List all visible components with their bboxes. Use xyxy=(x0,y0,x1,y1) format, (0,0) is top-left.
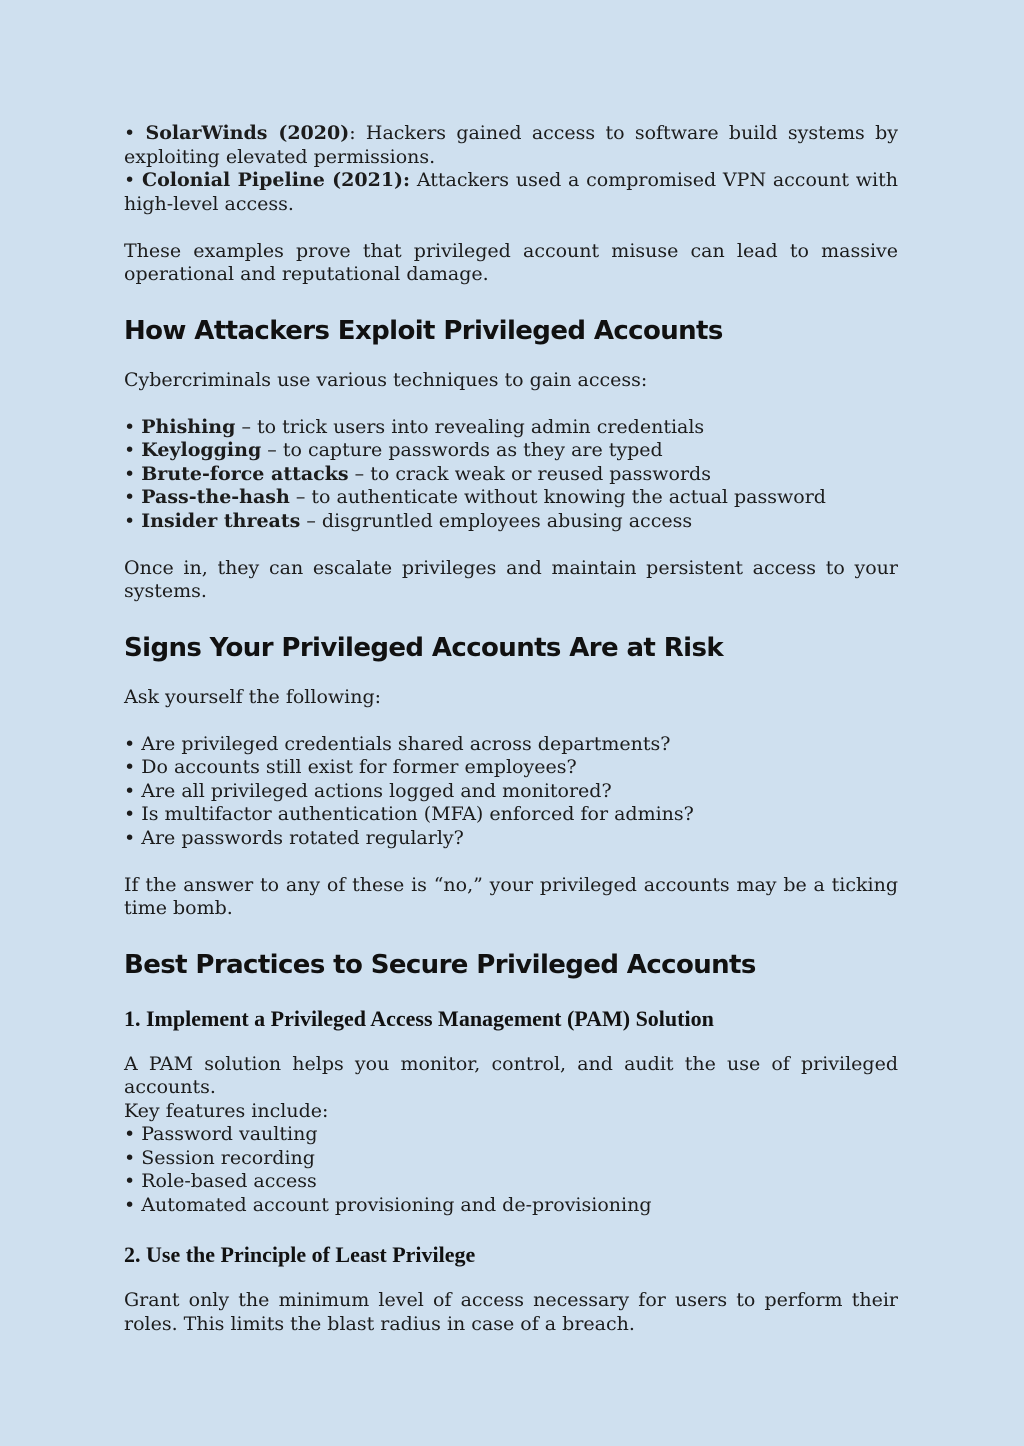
section1-closing: Once in, they can escalate privileges and maintain persistent access to your systems. xyxy=(124,556,898,602)
least-privilege-description: Grant only the minimum level of access necessary for users to perform their roles. This limits the blast radius in case of a breach. xyxy=(124,1289,898,1335)
bullet-text: Attackers used a compromised VPN account with high-level access. xyxy=(124,169,898,215)
item-bold-term: Phishing xyxy=(141,415,236,438)
list-item: • Keylogging – to capture passwords as they are typed xyxy=(124,439,663,461)
item-text: – to authenticate without knowing the actual password xyxy=(289,486,826,508)
section-heading-risk: Signs Your Privileged Accounts Are at Risk xyxy=(124,632,724,663)
risk-questions-list xyxy=(124,733,898,851)
attack-techniques-list xyxy=(124,416,898,534)
list-item: • Are privileged credentials shared across departments? xyxy=(124,732,671,755)
bullet-glyph: • xyxy=(124,169,136,191)
item-text: – to trick users into revealing admin credentials xyxy=(235,415,705,438)
section1-lead: Cybercriminals use various techniques to gain access: xyxy=(124,368,648,391)
bullet-bold-term: SolarWinds (2020) xyxy=(145,122,350,144)
pam-description: A PAM solution helps you monitor, control, and audit the use of privileged accounts. xyxy=(124,1052,898,1098)
list-item: • Are all privileged actions logged and monitored? xyxy=(124,779,612,802)
item-text: Do accounts still exist for former employees? xyxy=(141,756,577,778)
item-text: Password vaulting xyxy=(141,1123,318,1145)
intro-bullet-colonial xyxy=(124,169,898,216)
list-item: • Automated account provisioning and de-provisioning xyxy=(124,1193,652,1216)
pam-features-intro: Key features include: xyxy=(124,1099,329,1122)
item-text: Is multifactor authentication (MFA) enforced for admins? xyxy=(141,803,694,825)
section2-closing: If the answer to any of these is “no,” your privileged accounts may be a ticking time bomb. xyxy=(124,873,898,919)
document-page xyxy=(124,122,898,1336)
section-heading-attackers: How Attackers Exploit Privileged Accounts xyxy=(124,315,723,346)
subheading-least-privilege: 2. Use the Principle of Least Privilege xyxy=(124,1242,476,1267)
item-text: – to capture passwords as they are typed xyxy=(261,439,663,461)
subheading-pam: 1. Implement a Privileged Access Management (PAM) Solution xyxy=(124,1005,714,1031)
list-item: • Do accounts still exist for former employees? xyxy=(124,756,577,778)
list-item: • Insider threats – disgruntled employees abusing access xyxy=(124,509,693,532)
item-text: Role-based access xyxy=(141,1170,317,1192)
section2-lead: Ask yourself the following: xyxy=(124,685,382,708)
intro-conclusion: These examples prove that privileged account misuse can lead to massive operational and reputational damage. xyxy=(124,239,898,285)
pam-features-list xyxy=(124,1123,898,1217)
item-text: Session recording xyxy=(141,1146,315,1169)
list-item: • Are passwords rotated regularly? xyxy=(124,826,464,849)
item-bold-term: Brute-force attacks xyxy=(141,462,349,485)
list-item: • Brute-force attacks – to crack weak or reused passwords xyxy=(124,462,711,485)
item-text: – to crack weak or reused passwords xyxy=(348,462,711,485)
list-item: • Role-based access xyxy=(124,1170,317,1192)
bullet-glyph: • xyxy=(124,122,136,144)
list-item: • Phishing – to trick users into revealing admin credentials xyxy=(124,415,705,438)
item-bold-term: Insider threats xyxy=(141,509,301,532)
list-item: • Is multifactor authentication (MFA) enforced for admins? xyxy=(124,803,694,825)
item-text: Are all privileged actions logged and monitored? xyxy=(141,779,612,802)
item-text: – disgruntled employees abusing access xyxy=(300,509,693,532)
item-bold-term: Pass-the-hash xyxy=(141,486,290,508)
intro-bullet-solarwinds xyxy=(124,122,898,169)
bullet-text: : Hackers gained access to software build systems by exploiting elevated permissions. xyxy=(124,122,898,168)
item-text: Are privileged credentials shared across departments? xyxy=(141,732,671,755)
item-bold-term: Keylogging xyxy=(141,439,262,461)
bullet-bold-term: Colonial Pipeline (2021): xyxy=(142,169,411,191)
list-item: • Pass-the-hash – to authenticate without knowing the actual password xyxy=(124,486,826,508)
list-item: • Password vaulting xyxy=(124,1123,318,1145)
list-item: • Session recording xyxy=(124,1146,315,1169)
section-heading-best-practices: Best Practices to Secure Privileged Accounts xyxy=(124,949,756,980)
item-text: Automated account provisioning and de-provisioning xyxy=(141,1193,652,1216)
item-text: Are passwords rotated regularly? xyxy=(141,826,464,849)
